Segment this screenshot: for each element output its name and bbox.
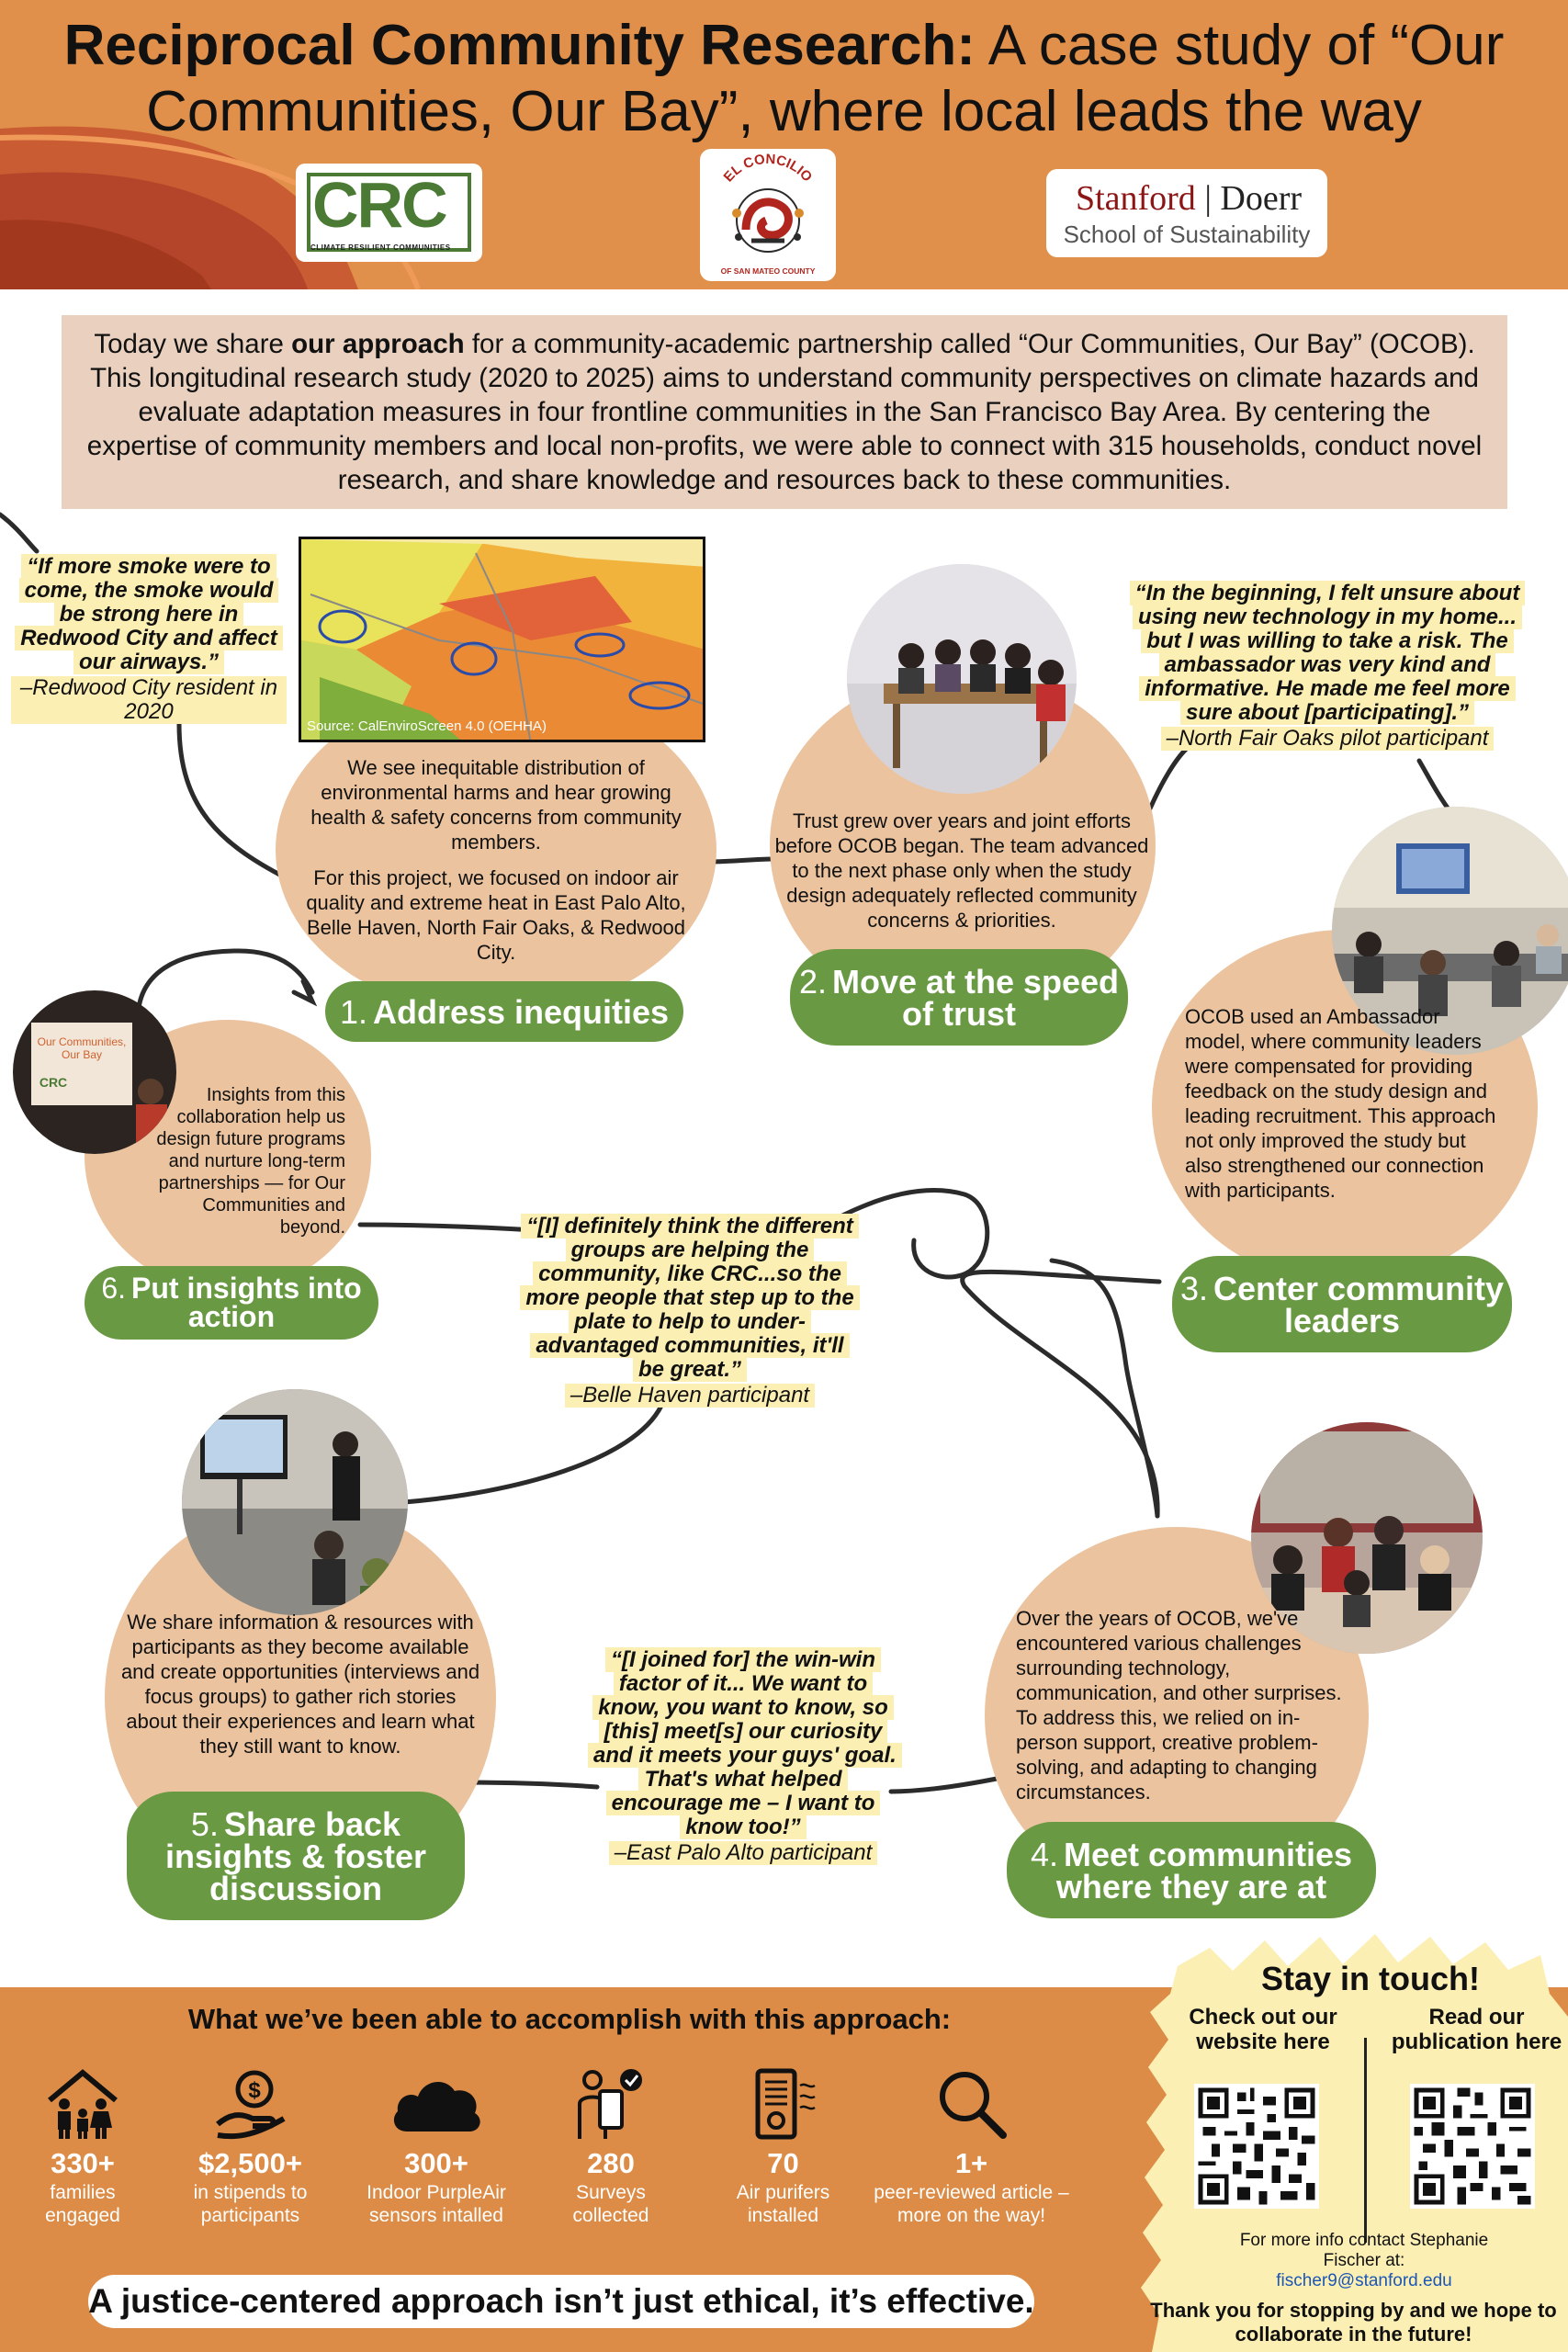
doerr-wordmark: Doerr (1220, 179, 1303, 218)
step-6-text: Insights from this collaboration help us design future programs and nurture long-term partnerships — for Our Communities and beyond. (156, 1085, 345, 1238)
step-3-label: Center community leaders (1213, 1269, 1505, 1340)
quote-north-fair-oaks (1125, 582, 1529, 751)
stat-1-label: families engaged (45, 2182, 120, 2226)
money-hand-icon (212, 2067, 289, 2141)
intro-bold: our approach (291, 329, 465, 359)
stat-families (28, 2067, 138, 2251)
thank-you-note: Thank you for stopping by and we hope to collaborate in the future! (1150, 2299, 1557, 2346)
crc-text: CRC (312, 169, 446, 241)
stat-articles (868, 2067, 1075, 2269)
step-3-pill (1172, 1256, 1512, 1352)
family-house-icon (44, 2067, 121, 2141)
stay-title: Stay in touch! (1260, 1960, 1480, 1997)
stat-5-label: Air purifers installed (736, 2182, 830, 2226)
step-1-text-2: For this project, we focused on indoor air quality and extreme heat in East Palo Alto, Belle Haven, North Fair Oaks, & Redwood City. (306, 866, 686, 964)
stat-4-value: 280 (587, 2147, 635, 2179)
svg-text:CRC: CRC (39, 1075, 68, 1090)
svg-text:$: $ (247, 2078, 261, 2103)
contact-info (1231, 2231, 1497, 2291)
publication-qr-code[interactable] (1410, 2084, 1535, 2209)
publication-label: Read our publication here (1391, 2005, 1562, 2054)
website-label: Check out our website here (1189, 2005, 1337, 2054)
step-2-text: Trust grew over years and joint efforts before OCOB began. The team advanced to the next phase only when the study design adequately reflected community concerns & priorities. (774, 809, 1149, 932)
step-5-pill (127, 1792, 465, 1920)
svg-text:EL CONCILIO: EL CONCILIO (720, 151, 816, 186)
step-1-pill (325, 981, 683, 1042)
quote-2-attribution: –North Fair Oaks pilot participant (1161, 727, 1495, 751)
stanford-separator: | (1204, 179, 1212, 218)
step-4-label: Meet communities where they are at (1055, 1835, 1353, 1905)
step-4-text: Over the years of OCOB, we've encountered various challenges surrounding technology, communication, and other surprises. To address this, we relied on in-person support, creative problem-solving, and adapting to changing circumstances. (1016, 1607, 1342, 1804)
stat-3-value: 300+ (404, 2147, 468, 2179)
stat-1-value: 330+ (51, 2147, 115, 2179)
step-1-text-1: We see inequitable distribution of environmental harms and hear growing health & safety concerns from community members. (310, 756, 682, 854)
stat-3-label: Indoor PurpleAir sensors intalled (367, 2182, 506, 2226)
svg-text:Our Communities,: Our Communities, (37, 1035, 127, 1048)
quote-3-text: “[I] definitely think the different groups are helping the community, like CRC...so the more people that step up to the plate to help to under-advantaged communities, it'll be great.” (520, 1214, 859, 1382)
step-4-pill (1007, 1822, 1376, 1918)
stat-purifiers (721, 2067, 845, 2251)
stat-stipends (170, 2067, 331, 2251)
svg-text:Our Bay: Our Bay (61, 1048, 103, 1061)
svg-text:OF SAN MATEO COUNTY: OF SAN MATEO COUNTY (720, 266, 816, 276)
air-purifier-icon (745, 2067, 822, 2141)
step-2-photo (847, 564, 1077, 794)
step-6-label: Put insights into action (131, 1272, 362, 1333)
crc-subtitle: CLIMATE RESILIENT COMMUNITIES (310, 243, 451, 252)
intro-pre: Today we share (94, 329, 292, 359)
step-3-text: OCOB used an Ambassador model, where community leaders were compensated for providing feedback on the study design and leading recruitment. This approach not only improved the study but also strengthened our connection with participants. (1185, 1005, 1496, 1202)
step-4-number: 4. (1030, 1835, 1058, 1873)
step-5-label: Share back insights & foster discussion (164, 1804, 427, 1907)
stat-2-value: $2,500+ (198, 2147, 302, 2179)
quote-3-attribution: –Belle Haven participant (565, 1384, 815, 1408)
quote-belle-haven (520, 1215, 860, 1408)
step-5-text: We share information & resources with participants as they become available and create opportunities (interviews and focus groups) to gather rich stories about their experiences and learn what they still want to know. (120, 1611, 480, 1758)
step-5-photo (182, 1389, 408, 1615)
intro-post: for a community-academic partnership called “Our Communities, Our Bay” (OCOB). This longitudinal research study (2020 to 2025) aims to understand community perspectives on climate hazards and evaluate adaptation measures in four frontline communities in the San Francisco Bay Area. By centering the expertise of community members and local non-profits, we were able to connect with 315 households, conduct novel research, and share knowledge and resources back to these communities. (86, 329, 1483, 495)
map-image (301, 539, 705, 742)
website-qr-code[interactable] (1194, 2084, 1319, 2209)
school-name: School of Sustainability (1063, 220, 1311, 248)
slogan-banner: A justice-centered approach isn’t just ethical, it’s effective. (88, 2275, 1034, 2328)
phone-survey-icon (572, 2067, 649, 2141)
cloud-icon (389, 2067, 484, 2141)
stat-surveys (560, 2067, 661, 2251)
step-2-label: Move at the speed of trust (831, 962, 1120, 1033)
stat-5-value: 70 (767, 2147, 799, 2179)
step-5-number: 5. (190, 1804, 219, 1843)
calenviroscreen-map (299, 537, 705, 742)
step-6-pill (85, 1266, 378, 1340)
step-2-number: 2. (798, 962, 827, 1001)
step-2-pill (790, 949, 1128, 1046)
contact-line: For more info contact Stephanie Fischer at: (1239, 2231, 1489, 2270)
stat-purpleair (349, 2067, 524, 2251)
accomplish-title: What we’ve been able to accomplish with this approach: (187, 2003, 952, 2035)
step-1-label: Address inequities (372, 992, 670, 1031)
stay-divider (1364, 2038, 1367, 2243)
step-6-number: 6. (101, 1272, 127, 1305)
magnifier-icon (933, 2067, 1010, 2141)
quote-1-text: “If more smoke were to come, the smoke would be strong here in Redwood City and affect our airways.” (15, 554, 283, 674)
title-bold: Reciprocal Community Research: (63, 14, 976, 77)
title-rest: A case study of “Our Communities, Our Bay”, where local leads the way (146, 14, 1505, 143)
contact-email[interactable]: fischer9@stanford.edu (1276, 2271, 1452, 2290)
quote-2-text: “In the beginning, I felt unsure about using new technology in my home... but I was willing to take a risk. The ambassador was very kind and informative. He made me feel more sure about [participating].” (1130, 581, 1526, 725)
quote-redwood-city (11, 555, 287, 724)
stat-4-label: Surveys collected (572, 2182, 649, 2226)
quote-4-attribution: –East Palo Alto participant (609, 1841, 878, 1865)
map-source: Source: CalEnviroScreen 4.0 (OEHHA) (307, 718, 547, 734)
quote-east-palo-alto (588, 1648, 898, 1865)
step-3-number: 3. (1179, 1269, 1208, 1307)
stat-6-value: 1+ (954, 2147, 988, 2179)
stanford-wordmark: Stanford (1075, 179, 1196, 218)
quote-1-attribution: –Redwood City resident in 2020 (11, 676, 287, 724)
quote-4-text: “[I joined for] the win-win factor of it... We want to know, you want to know, so [this] meet[s] our curiosity and it meets your guys' goal. That's what helped encourage me – I want to know too!” (588, 1647, 902, 1839)
step-1-number: 1. (339, 992, 367, 1031)
stat-6-label: peer-reviewed article – more on the way! (874, 2182, 1069, 2226)
stat-2-label: in stipends to participants (193, 2182, 308, 2226)
